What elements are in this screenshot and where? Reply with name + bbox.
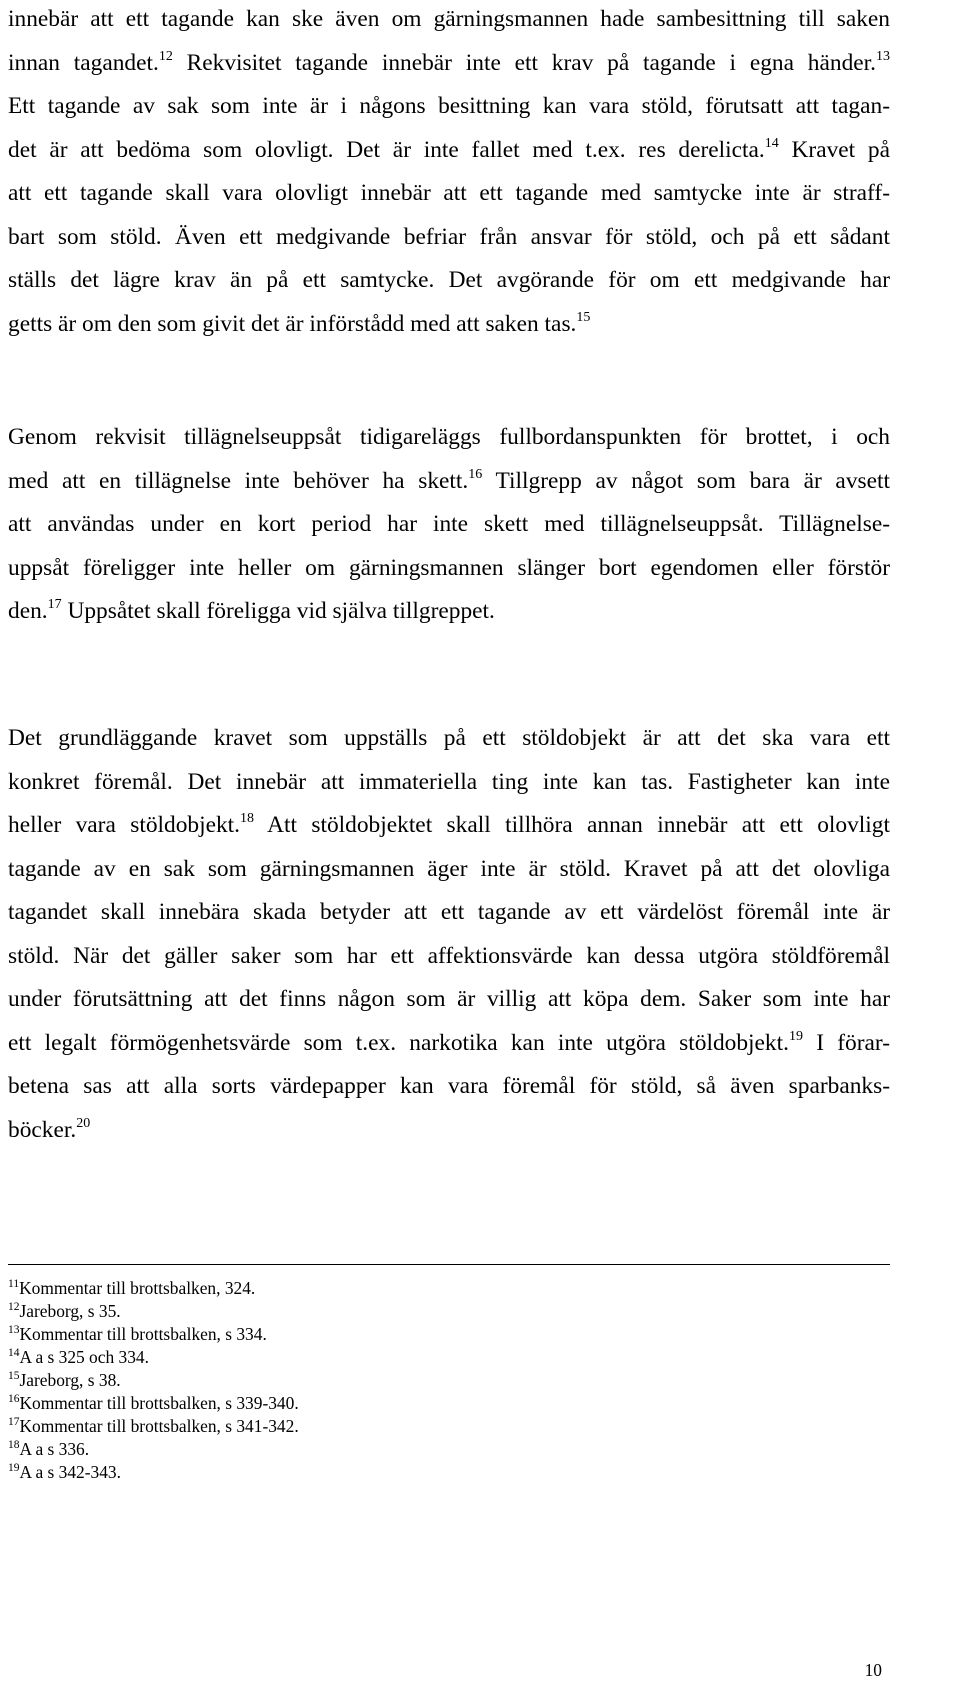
body-text-line bbox=[8, 309, 890, 339]
text-run: getts är om den som givit det är införstådd med att saken tas. bbox=[8, 310, 577, 337]
text-run: ett legalt förmögenhetsvärde som t.ex. narkotika kan inte utgöra stöldobjekt. bbox=[8, 1029, 789, 1056]
body-text-line bbox=[8, 810, 890, 840]
text-run: tagande av en sak som gärningsmannen äger inte är stöld. Kravet på att det olovliga bbox=[8, 855, 890, 882]
footnote-text: Kommentar till brottsbalken, s 339-340. bbox=[19, 1393, 299, 1413]
text-run: Ett tagande av sak som inte är i någons besittning kan vara stöld, förutsatt att tagan- bbox=[8, 93, 890, 119]
text-run: Uppsåtet skall föreligga vid själva tillgreppet. bbox=[61, 598, 495, 624]
body-text-line bbox=[8, 422, 890, 452]
text-run: Tillgrepp av något som bara är avsett bbox=[482, 467, 890, 494]
text-run: betena sas att alla sorts värdepapper kan vara föremål för stöld, så även sparbanks- bbox=[8, 1073, 890, 1099]
body-text-line bbox=[8, 596, 890, 626]
text-run: konkret föremål. Det innebär att immateriella ting inte kan tas. Fastigheter kan inte bbox=[8, 768, 890, 795]
text-run: det är att bedöma som olovligt. Det är inte fallet med t.ex. res derelicta. bbox=[8, 136, 765, 163]
footnote-text: A a s 342-343. bbox=[19, 1462, 121, 1482]
body-text-line bbox=[8, 91, 890, 121]
footnote-reference: 19 bbox=[788, 1028, 803, 1044]
text-run: med att en tillägnelse inte behöver ha skett. bbox=[8, 467, 469, 494]
body-text-line bbox=[8, 1028, 890, 1058]
footnote bbox=[8, 1300, 121, 1322]
body-text-line bbox=[8, 222, 890, 252]
text-run: tagandet skall innebära skada betyder att ett tagande av ett värdelöst föremål inte är bbox=[8, 899, 890, 925]
footnote bbox=[8, 1392, 299, 1414]
text-run: att användas under en kort period har inte skett med tillägnelseuppsåt. Tillägnelse- bbox=[8, 511, 890, 537]
text-run: I förar- bbox=[802, 1029, 890, 1056]
text-run: innebär att ett tagande kan ske även om gärningsmannen hade sambesittning till saken bbox=[8, 6, 890, 32]
footnote-number: 12 bbox=[8, 1301, 20, 1313]
page-number: 10 bbox=[864, 1660, 882, 1680]
text-run: Kravet på bbox=[778, 136, 890, 163]
text-run: Det grundläggande kravet som uppställs på ett stöldobjekt är att det ska vara ett bbox=[8, 725, 890, 751]
footnote-text: Kommentar till brottsbalken, s 341-342. bbox=[19, 1416, 299, 1436]
body-text-line bbox=[8, 941, 890, 971]
footnote-reference: 13 bbox=[876, 48, 890, 64]
footnote-text: Jareborg, s 38. bbox=[19, 1370, 121, 1390]
footnote bbox=[8, 1346, 149, 1368]
body-text-line bbox=[8, 4, 890, 34]
footnote-text: Kommentar till brottsbalken, s 334. bbox=[19, 1324, 267, 1344]
text-run: uppsåt föreligger inte heller om gärningsmannen slänger bort egendomen eller förstör bbox=[8, 554, 890, 581]
body-text-line bbox=[8, 178, 890, 208]
footnote-reference: 14 bbox=[764, 135, 779, 151]
footnote-reference: 16 bbox=[468, 466, 483, 482]
text-run: den. bbox=[8, 598, 48, 624]
text-run: under förutsättning att det finns någon som är villig att köpa dem. Saker som inte har bbox=[8, 986, 890, 1012]
footnote-number: 16 bbox=[8, 1393, 20, 1405]
body-text-line bbox=[8, 466, 890, 496]
body-text-line bbox=[8, 1071, 890, 1101]
text-run: Genom rekvisit tillägnelseuppsåt tidigareläggs fullbordanspunkten för brottet, i och bbox=[8, 424, 890, 450]
footnote bbox=[8, 1461, 121, 1483]
text-run: stöld. När det gäller saker som har ett affektionsvärde kan dessa utgöra stöldföremål bbox=[8, 942, 890, 969]
body-text-line bbox=[8, 984, 890, 1014]
body-text-line bbox=[8, 854, 890, 884]
text-run: innan tagandet. bbox=[8, 49, 159, 76]
footnote-reference: 17 bbox=[47, 597, 62, 612]
footnote-reference: 18 bbox=[240, 811, 255, 826]
footnote-number: 15 bbox=[8, 1370, 20, 1382]
footnote bbox=[8, 1415, 299, 1437]
text-run: heller vara stöldobjekt. bbox=[8, 812, 241, 838]
footnote bbox=[8, 1369, 121, 1391]
body-text-line bbox=[8, 897, 890, 927]
footnote-reference: 20 bbox=[76, 1115, 91, 1131]
text-run: att ett tagande skall vara olovligt innebär att ett tagande med samtycke inte är straff- bbox=[8, 180, 890, 206]
text-run: bart som stöld. Även ett medgivande befriar från ansvar för stöld, och på ett sådant bbox=[8, 223, 890, 250]
text-run: Rekvisitet tagande innebär inte ett krav på tagande i egna händer. bbox=[172, 49, 876, 76]
body-text-line bbox=[8, 1115, 890, 1145]
footnote-reference: 15 bbox=[576, 309, 591, 325]
body-text-line bbox=[8, 509, 890, 539]
text-run: Att stöldobjektet skall tillhöra annan innebär att ett olovligt bbox=[254, 812, 890, 838]
footnote-number: 14 bbox=[8, 1347, 20, 1359]
text-run: ställs det lägre krav än på ett samtycke. Det avgörande för om ett medgivande har bbox=[8, 267, 890, 293]
body-text-line bbox=[8, 723, 890, 753]
body-text-line bbox=[8, 48, 890, 78]
body-text-line bbox=[8, 767, 890, 797]
footnote-divider bbox=[8, 1264, 890, 1265]
footnote-number: 18 bbox=[8, 1439, 20, 1451]
footnote-text: Kommentar till brottsbalken, 324. bbox=[19, 1278, 256, 1298]
text-run: böcker. bbox=[8, 1116, 77, 1143]
footnote-text: A a s 325 och 334. bbox=[19, 1347, 149, 1367]
footnote bbox=[8, 1277, 255, 1299]
footnote-reference: 12 bbox=[158, 48, 173, 64]
body-text-line bbox=[8, 553, 890, 583]
footnote-text: Jareborg, s 35. bbox=[19, 1301, 121, 1321]
body-text-line bbox=[8, 265, 890, 295]
footnote bbox=[8, 1438, 89, 1460]
footnote-number: 11 bbox=[8, 1278, 20, 1290]
footnote-text: A a s 336. bbox=[19, 1439, 90, 1459]
footnote bbox=[8, 1323, 267, 1345]
body-text-line bbox=[8, 135, 890, 165]
footnote-number: 13 bbox=[8, 1324, 20, 1336]
footnote-number: 19 bbox=[8, 1462, 20, 1474]
footnote-number: 17 bbox=[8, 1416, 20, 1428]
